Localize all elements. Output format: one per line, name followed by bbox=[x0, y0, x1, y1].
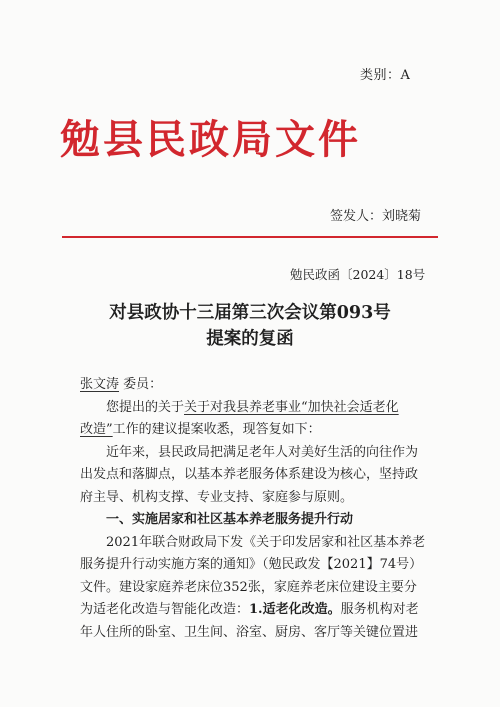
paragraph-3-line-5: 年人住所的卧室、卫生间、浴室、厨房、客厅等关键位置进 bbox=[80, 624, 419, 640]
signer-label: 签发人：刘晓菊 bbox=[330, 209, 422, 224]
document-header-title: 勉县民政局文件 bbox=[60, 116, 361, 163]
document-body bbox=[80, 374, 440, 644]
paragraph-1-line-2 bbox=[80, 419, 440, 442]
proposal-topic: 关于对我县养老事业“加快社会适老化 bbox=[184, 399, 399, 415]
paragraph-1-line-1 bbox=[80, 397, 440, 420]
paragraph-2-line-1: 近年来，县民政局把满足老年人对美好生活的向往作为 bbox=[106, 444, 419, 460]
document-number: 勉民政函〔2024〕18号 bbox=[290, 267, 426, 282]
category-label: 类别：A bbox=[360, 68, 411, 83]
salutation bbox=[80, 374, 440, 397]
red-separator-line bbox=[62, 236, 438, 238]
paragraph-3-line-1: 2021年联合财政局下发《关于印发居家和社区基本养老 bbox=[106, 534, 426, 550]
paragraph-2-line-3: 府主导、机构支撑、专业支持、家庭参与原则。 bbox=[80, 489, 354, 505]
paragraph-3-line-2: 服务提升行动实施方案的通知》（勉民政发【2021】74号） bbox=[80, 557, 423, 572]
paragraph-2-line-2: 出发点和落脚点，以基本养老服务体系建设为核心，坚持政 bbox=[80, 467, 419, 482]
paragraph-3-line-4-a: 为适老化改造与智能化改造： bbox=[80, 602, 250, 617]
proposal-topic-continued: 改造” bbox=[80, 422, 113, 437]
paragraph-3-line-4-c: 服务机构对老 bbox=[340, 602, 419, 617]
recipient-title: 委员： bbox=[123, 377, 163, 392]
document-title-line-2: 提案的复函 bbox=[206, 329, 294, 349]
section-1-heading: 一、实施居家和社区基本养老服务提升行动 bbox=[106, 512, 354, 527]
paragraph-1-suffix: 工作的建议提案收悉，现答复如下： bbox=[112, 422, 321, 437]
paragraph-3-line-3: 文件。建设家庭养老床位352张，家庭养老床位建设主要分 bbox=[80, 579, 417, 595]
paragraph-3-line-4 bbox=[80, 599, 440, 622]
document-title-line-1: 对县政协十三届第三次会议第093号 bbox=[109, 303, 391, 323]
document-title bbox=[60, 300, 440, 352]
recipient-name: 张文涛 bbox=[80, 377, 120, 392]
subheading-aging-renovation: 1.适老化改造。 bbox=[249, 602, 341, 617]
paragraph-1-prefix: 您提出的关于 bbox=[106, 399, 185, 415]
